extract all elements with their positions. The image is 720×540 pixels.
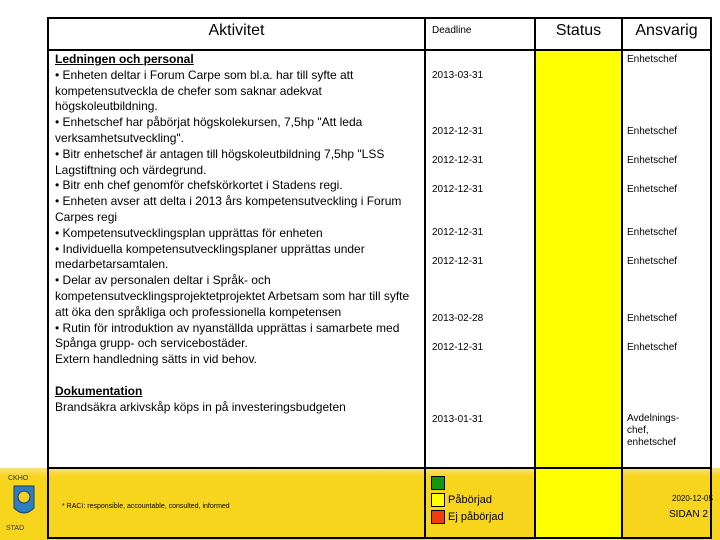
responsible: Enhetschef [627,256,678,267]
responsible: Enhetschef [627,126,678,137]
deadline: 2013-02-28 [432,313,484,324]
deadline: 2013-01-31 [432,414,484,425]
table-border [534,17,536,539]
table-border [424,17,426,539]
table-border [47,537,712,539]
responsible: Enhetschef [627,155,678,166]
deadline: 2012-12-31 [432,155,484,166]
deadline: 2012-12-31 [432,184,484,195]
table-border [710,17,712,539]
deadline: 2013-03-31 [432,70,484,81]
activity-line: • Delar av personalen deltar i Språk- och kompetensutvecklingsprojektetprojektet Arbetsam som har till syfte att öka den språkliga och professionella kompetensen [55,273,410,319]
responsible: Enhetschef [627,342,678,353]
activity-line: • Kompetensutvecklingsplan upprättas för enheten [55,225,323,240]
legend-swatch-not-started [431,510,445,524]
footer-date: 2020-12-05 [672,494,713,503]
activity-cell [55,52,420,416]
legend-label-not-started: Ej påbörjad [448,511,504,523]
legend-label-started: Påbörjad [448,494,493,506]
responsible: Enhetschef [627,313,678,324]
activity-line: • Bitr enhetschef är antagen till högskoleutbildning 7,5hp "LSS Lagstiftning och värdegrund. [55,146,385,177]
activity-line: • Enheten deltar i Forum Carpe som bl.a. har till syfte att kompetensutveckla de chefer som saknar adekvat högskoleutbildning. [55,67,354,114]
deadline: 2012-12-31 [432,126,484,137]
activity-line: Extern handledning sätts in vid behov. [55,352,257,367]
stockholm-logo [2,470,46,536]
activity-line: • Individuella kompetensutvecklingsplaner upprättas under medarbetarsamtalen. [55,241,365,272]
legend-swatch-started [431,493,445,507]
deadline: 2012-12-31 [432,256,484,267]
header-deadline: Deadline [432,25,472,36]
page-number: SIDAN 2 [669,509,708,520]
activity-line: • Bitr enh chef genomför chefskörkortet i Stadens regi. [55,178,343,193]
deadline: 2012-12-31 [432,342,484,353]
svg-text:CKHO: CKHO [8,475,29,482]
legend-swatch-done [431,476,445,490]
responsible: Enhetschef [627,184,678,195]
activity-line: • Enheten avser att delta i 2013 års kompetensutveckling i Forum Carpes regi [55,194,402,224]
header-status: Status [555,22,602,39]
deadline: 2012-12-31 [432,227,484,238]
svg-text:STAD: STAD [6,525,25,532]
responsible: Enhetschef [627,54,678,65]
header-responsible: Ansvarig [635,22,698,39]
section-title: Ledningen och personal [55,52,194,66]
raci-note: * RACI: responsible, accountable, consulted, informed [62,503,230,510]
activity-line: • Enhetschef har påbörjat högskolekursen, 7,5hp "Att leda verksamhetsutveckling". [55,115,363,145]
header-activity: Aktivitet [208,22,265,39]
activity-line: • Rutin för introduktion av nyanställda upprättas i samarbete med Spånga grupp- och servicebostäder. [55,320,400,351]
section-title: Dokumentation [55,383,143,398]
activity-line: Brandsäkra arkivskåp köps in på investeringsbudgeten [55,399,346,414]
table-border [47,17,49,539]
responsible: Enhetschef [627,227,678,238]
table-border [621,17,623,539]
table-border [47,17,712,19]
table-border [47,467,712,469]
responsible: Avdelnings-chef, enhetschef [627,413,680,448]
table-border [47,49,712,51]
